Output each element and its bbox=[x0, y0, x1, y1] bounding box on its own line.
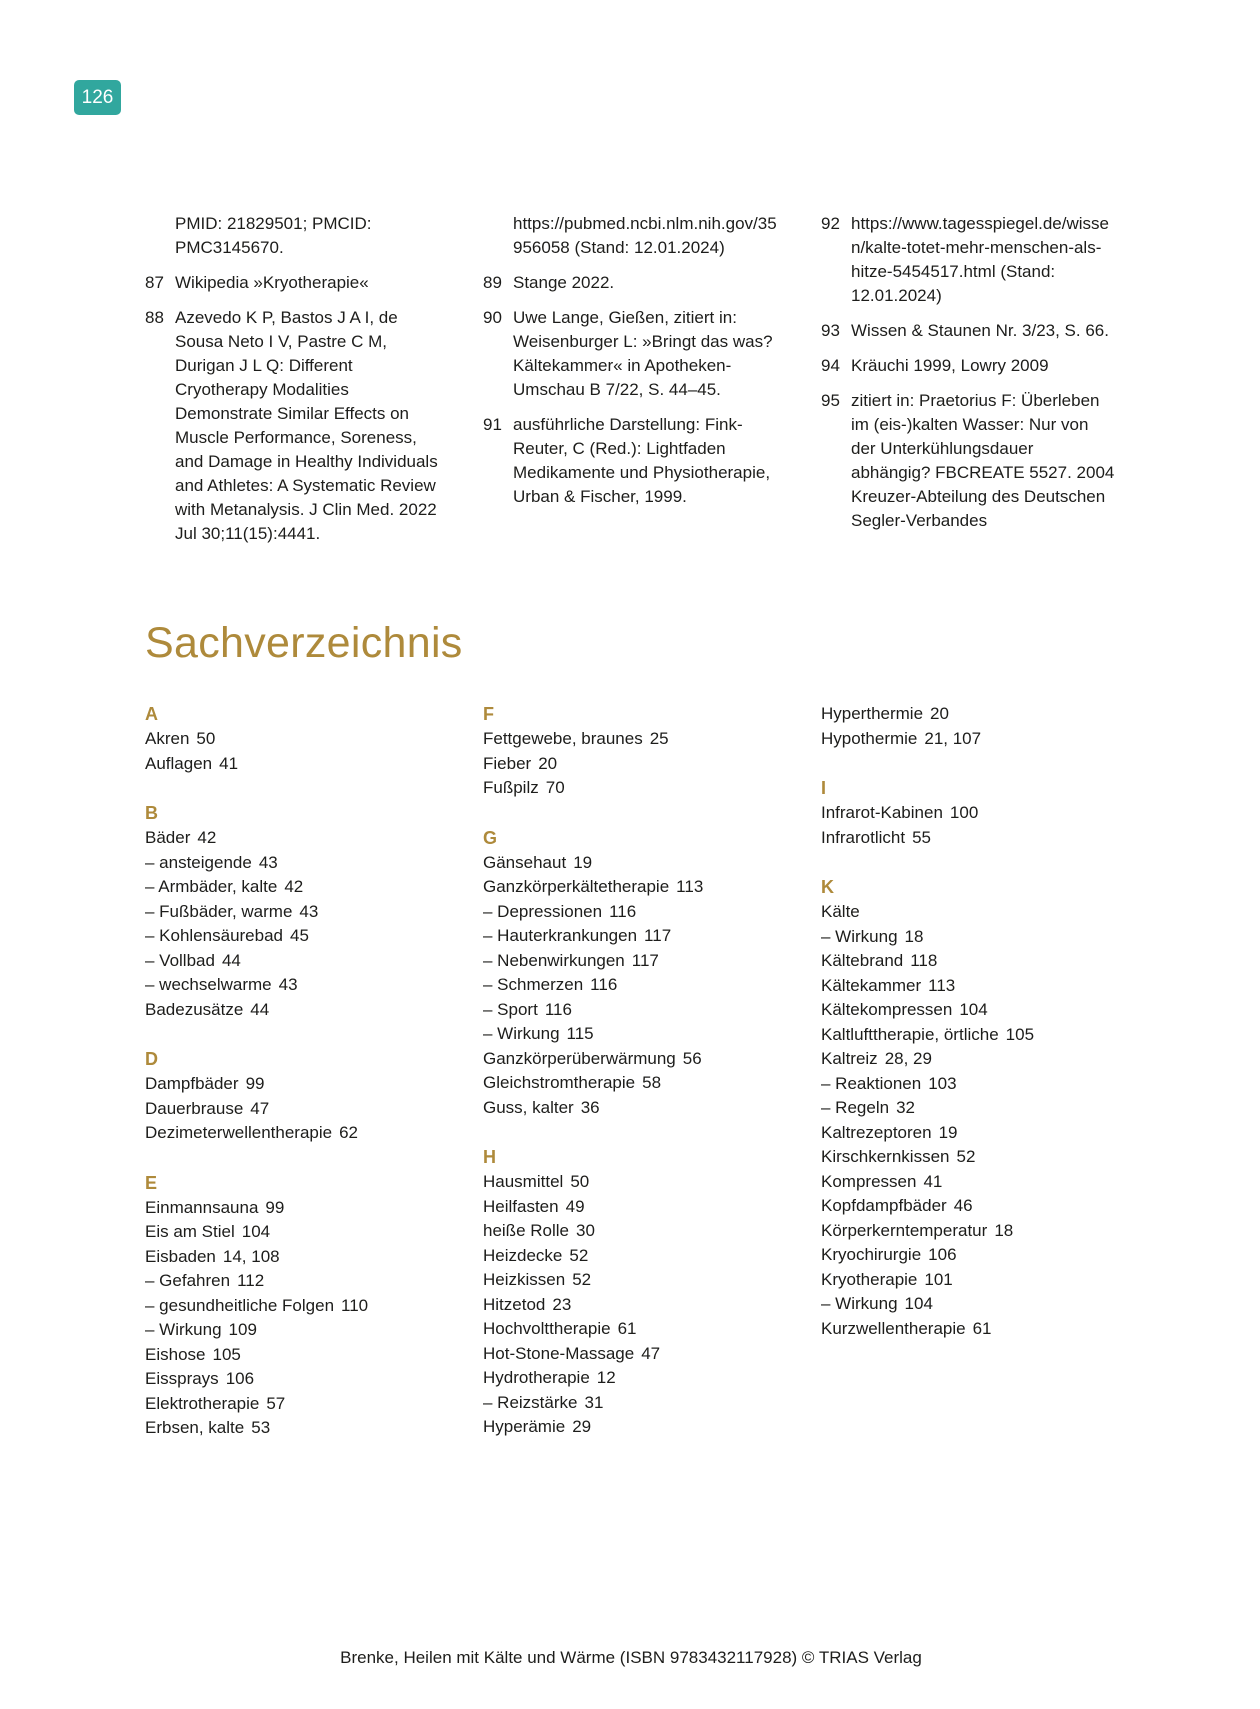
index-term: – Regeln bbox=[821, 1098, 890, 1117]
index-term: Akren bbox=[145, 729, 190, 748]
index-page-numbers: 52 bbox=[956, 1147, 976, 1166]
index-page-numbers: 31 bbox=[584, 1392, 604, 1412]
index-page-numbers: 18 bbox=[994, 1220, 1014, 1240]
reference-text: Azevedo K P, Bastos J A I, de Sousa Neto I V, Pastre C M, Durigan J L Q: Different Cryotherapy Modalities Demonstrate Similar Effects on Muscle Performance, Soreness, and Damage in Healthy Individuals and Athletes: A Systematic Review with Metanalysis. J Clin Med. 2022 Jul 30;11(15):4441. bbox=[175, 308, 438, 543]
index-letter-group bbox=[145, 702, 441, 776]
index-entry bbox=[145, 1196, 441, 1221]
index-page-numbers: 117 bbox=[644, 926, 672, 945]
index-entry bbox=[821, 1096, 1117, 1121]
index-term: Körperkerntemperatur bbox=[821, 1220, 988, 1240]
index-page-numbers: 20 bbox=[930, 704, 949, 723]
index-page-numbers: 104 bbox=[241, 1222, 271, 1241]
reference-entry bbox=[145, 306, 441, 546]
reference-column bbox=[483, 212, 779, 557]
index-entry bbox=[483, 924, 779, 949]
reference-entry bbox=[483, 306, 779, 402]
index-entry bbox=[821, 1219, 1117, 1244]
index-term: Hausmittel bbox=[483, 1172, 564, 1191]
index-entry bbox=[821, 1023, 1117, 1048]
index-term: Heilfasten bbox=[483, 1196, 559, 1216]
index-page-numbers: 118 bbox=[910, 951, 938, 970]
reference-text: Wikipedia »Kryotherapie« bbox=[175, 273, 369, 292]
index-entry bbox=[483, 1022, 779, 1047]
index-page-numbers: 99 bbox=[265, 1197, 285, 1217]
index-entry bbox=[821, 702, 1117, 727]
index-entry bbox=[145, 1072, 441, 1097]
index-term: – Fußbäder, warme bbox=[145, 901, 293, 921]
index-entry bbox=[483, 973, 779, 998]
index-entry bbox=[483, 1244, 779, 1269]
index-page-numbers: 44 bbox=[221, 950, 241, 970]
reference-number bbox=[145, 212, 175, 260]
index-page-numbers: 106 bbox=[225, 1369, 255, 1388]
index-term: Dampfbäder bbox=[145, 1074, 239, 1093]
index-entry bbox=[821, 1072, 1117, 1097]
index-term: – Gefahren bbox=[145, 1271, 231, 1290]
index-term: – Hauterkrankungen bbox=[483, 926, 638, 945]
reference-text: Kräuchi 1999, Lowry 2009 bbox=[851, 356, 1049, 375]
reference-number: 89 bbox=[483, 273, 502, 292]
index-term: Hot-Stone-Massage bbox=[483, 1343, 635, 1363]
index-entry bbox=[145, 1367, 441, 1392]
index-entry bbox=[821, 1145, 1117, 1170]
index-page-numbers: 57 bbox=[266, 1393, 286, 1413]
reference-text: Stange 2022. bbox=[513, 273, 615, 292]
index-page-numbers: 58 bbox=[642, 1073, 662, 1092]
index-entry bbox=[483, 1342, 779, 1367]
reference-column bbox=[145, 212, 441, 557]
index-term: Hydrotherapie bbox=[483, 1368, 590, 1387]
index-entry bbox=[483, 851, 779, 876]
reference-number: 92 bbox=[821, 214, 840, 233]
reference-column bbox=[821, 212, 1117, 557]
index-term: – wechselwarme bbox=[145, 975, 272, 994]
index-entry bbox=[821, 1047, 1117, 1072]
reference-text: ausführliche Darstellung: Fink-Reuter, C (Red.): Lightfaden Medikamente und Physiotherapie, Urban & Fischer, 1999. bbox=[513, 415, 771, 506]
index-entry bbox=[145, 1318, 441, 1343]
page-footer: Brenke, Heilen mit Kälte und Wärme (ISBN 9783432117928) © TRIAS Verlag bbox=[340, 1648, 922, 1667]
index-term: Hochvolttherapie bbox=[483, 1319, 611, 1338]
index-term: Dauerbrause bbox=[145, 1098, 244, 1118]
index-term: – Depressionen bbox=[483, 901, 603, 921]
index-entry bbox=[483, 1391, 779, 1416]
index-page-numbers: 25 bbox=[649, 729, 669, 748]
index-term: Kaltlufttherapie, örtliche bbox=[821, 1024, 999, 1044]
index-term: Eisbaden bbox=[145, 1246, 216, 1266]
index-term: Eis am Stiel bbox=[145, 1222, 235, 1241]
index-entry bbox=[145, 973, 441, 998]
reference-entry bbox=[821, 212, 1117, 308]
reference-number: 94 bbox=[821, 356, 840, 375]
index-term: – Wirkung bbox=[821, 1294, 898, 1313]
index-entry bbox=[145, 875, 441, 900]
index-page-numbers: 116 bbox=[609, 901, 637, 921]
index-section bbox=[145, 702, 1117, 1441]
index-entry bbox=[821, 949, 1117, 974]
index-page-numbers: 55 bbox=[912, 827, 932, 847]
index-term: Fieber bbox=[483, 753, 532, 773]
index-term: Kryotherapie bbox=[821, 1269, 918, 1289]
index-term: – Schmerzen bbox=[483, 975, 584, 994]
index-letter-group bbox=[821, 776, 1117, 850]
page-number: 126 bbox=[81, 86, 114, 108]
reference-entry bbox=[821, 319, 1117, 343]
index-term: Eishose bbox=[145, 1344, 206, 1364]
page-content bbox=[145, 212, 1117, 1441]
index-page-numbers: 12 bbox=[596, 1368, 616, 1387]
reference-text: PMID: 21829501; PMCID: PMC3145670. bbox=[175, 214, 372, 257]
index-page-numbers: 61 bbox=[617, 1319, 637, 1338]
index-entry bbox=[145, 1121, 441, 1146]
index-term: Auflagen bbox=[145, 753, 213, 773]
index-page-numbers: 115 bbox=[566, 1024, 594, 1043]
index-term: Kaltreiz bbox=[821, 1049, 878, 1068]
index-page-numbers: 46 bbox=[953, 1196, 973, 1215]
index-term: – ansteigende bbox=[145, 852, 252, 872]
index-term: Heizkissen bbox=[483, 1270, 566, 1289]
index-letter-heading: K bbox=[821, 877, 834, 897]
index-term: Kaltrezeptoren bbox=[821, 1122, 932, 1142]
index-term: heiße Rolle bbox=[483, 1221, 569, 1240]
reference-entry bbox=[821, 354, 1117, 378]
index-term: Kälte bbox=[821, 902, 860, 921]
index-entry bbox=[145, 1343, 441, 1368]
index-page-numbers: 61 bbox=[972, 1318, 992, 1338]
index-page-numbers: 19 bbox=[938, 1122, 958, 1142]
references-section bbox=[145, 212, 1117, 557]
index-entry bbox=[483, 1047, 779, 1072]
index-page-numbers: 106 bbox=[928, 1245, 957, 1264]
index-term: – Nebenwirkungen bbox=[483, 950, 625, 970]
index-page-numbers: 19 bbox=[573, 852, 593, 872]
index-entry bbox=[821, 974, 1117, 999]
index-term: Badezusätze bbox=[145, 999, 244, 1019]
index-term: Elektrotherapie bbox=[145, 1393, 260, 1413]
index-term: – Wirkung bbox=[483, 1024, 560, 1043]
index-entry bbox=[145, 1416, 441, 1441]
index-entry bbox=[483, 1415, 779, 1440]
reference-number: 93 bbox=[821, 321, 840, 340]
reference-text: Uwe Lange, Gießen, zitiert in: Weisenburger L: »Bringt das was? Kältekammer« in Apotheken-Umschau B 7/22, S. 44–45. bbox=[513, 308, 773, 399]
index-letter-heading: D bbox=[145, 1049, 158, 1069]
index-entry bbox=[145, 1220, 441, 1245]
index-term: Infrarotlicht bbox=[821, 827, 906, 847]
index-entry bbox=[483, 998, 779, 1023]
reference-text: zitiert in: Praetorius F: Überleben im (eis-)kalten Wasser: Nur von der Unterkühlungsdauer abhängig? FBCREATE 5527. 2004 Kreuzer-Abteilung des Deutschen Segler-Verbandes bbox=[851, 391, 1115, 530]
index-entry bbox=[821, 900, 1117, 925]
index-entry bbox=[145, 900, 441, 925]
index-page-numbers: 113 bbox=[928, 975, 956, 995]
index-entry bbox=[821, 826, 1117, 851]
reference-text: Wissen & Staunen Nr. 3/23, S. 66. bbox=[851, 321, 1109, 340]
reference-number: 90 bbox=[483, 308, 502, 327]
index-page-numbers: 45 bbox=[290, 926, 309, 945]
index-entry bbox=[483, 1071, 779, 1096]
index-page-numbers: 30 bbox=[576, 1221, 595, 1240]
index-entry bbox=[145, 998, 441, 1023]
index-entry bbox=[821, 1292, 1117, 1317]
index-page-numbers: 14, 108 bbox=[222, 1246, 280, 1266]
index-page-numbers: 50 bbox=[570, 1172, 590, 1191]
index-page-numbers: 70 bbox=[545, 778, 565, 797]
index-page-numbers: 56 bbox=[682, 1048, 702, 1068]
index-entry bbox=[483, 1293, 779, 1318]
index-entry bbox=[821, 925, 1117, 950]
reference-entry bbox=[483, 413, 779, 509]
index-entry bbox=[483, 949, 779, 974]
index-term: Einmannsauna bbox=[145, 1197, 259, 1217]
index-page-numbers: 47 bbox=[641, 1343, 661, 1363]
index-entry bbox=[483, 1366, 779, 1391]
index-page-numbers: 23 bbox=[552, 1294, 572, 1314]
index-page-numbers: 53 bbox=[251, 1418, 271, 1437]
index-page-numbers: 43 bbox=[258, 852, 278, 872]
index-term: – gesundheitliche Folgen bbox=[145, 1295, 335, 1315]
index-term: Kurzwellentherapie bbox=[821, 1318, 966, 1338]
index-letter-group bbox=[821, 702, 1117, 751]
index-letter-heading: G bbox=[483, 827, 498, 848]
index-term: Bäder bbox=[145, 828, 191, 847]
index-entry bbox=[483, 1219, 779, 1244]
index-page-numbers: 41 bbox=[219, 753, 239, 773]
index-letter-heading: A bbox=[145, 704, 158, 724]
index-term: – Vollbad bbox=[145, 950, 215, 970]
reference-entry bbox=[821, 389, 1117, 533]
index-entry bbox=[821, 1170, 1117, 1195]
index-page-numbers: 113 bbox=[676, 877, 704, 896]
index-title: Sachverzeichnis bbox=[145, 619, 463, 667]
index-entry bbox=[145, 851, 441, 876]
index-term: – Wirkung bbox=[821, 926, 898, 946]
index-page-numbers: 50 bbox=[196, 729, 216, 748]
index-entry bbox=[483, 727, 779, 752]
index-page-numbers: 43 bbox=[299, 901, 319, 921]
index-term: – Wirkung bbox=[145, 1320, 222, 1339]
index-entry bbox=[821, 801, 1117, 826]
index-entry bbox=[821, 1317, 1117, 1342]
index-entry bbox=[821, 1268, 1117, 1293]
reference-number: 87 bbox=[145, 273, 164, 292]
index-term: Hypothermie bbox=[821, 728, 918, 748]
index-term: Guss, kalter bbox=[483, 1097, 574, 1117]
index-entry bbox=[483, 1096, 779, 1121]
index-entry bbox=[145, 1269, 441, 1294]
index-term: Fettgewebe, braunes bbox=[483, 729, 643, 748]
page-number-badge bbox=[74, 80, 121, 115]
reference-entry bbox=[483, 271, 779, 295]
index-entry bbox=[483, 1170, 779, 1195]
reference-entry bbox=[145, 271, 441, 295]
index-page-numbers: 116 bbox=[590, 975, 618, 994]
index-term: Eissprays bbox=[145, 1369, 219, 1388]
index-term: Gleichstromtherapie bbox=[483, 1073, 636, 1092]
index-page-numbers: 20 bbox=[538, 753, 558, 773]
reference-text: https://www.tagesspiegel.de/wissen/kalte-totet-mehr-menschen-als-hitze-5454517.html (Stand: 12.01.2024) bbox=[851, 214, 1109, 305]
index-page-numbers: 18 bbox=[904, 926, 924, 946]
index-page-numbers: 44 bbox=[250, 999, 270, 1019]
index-entry bbox=[483, 1317, 779, 1342]
index-term: Kältekammer bbox=[821, 975, 922, 995]
index-entry bbox=[483, 752, 779, 777]
index-letter-heading: F bbox=[483, 704, 494, 724]
reference-text: https://pubmed.ncbi.nlm.nih.gov/35956058 (Stand: 12.01.2024) bbox=[513, 214, 777, 257]
index-page-numbers: 105 bbox=[212, 1344, 241, 1364]
index-letter-heading: H bbox=[483, 1147, 496, 1167]
index-letter-group bbox=[483, 702, 779, 801]
index-term: Heizdecke bbox=[483, 1245, 563, 1265]
index-entry bbox=[821, 1121, 1117, 1146]
index-page-numbers: 116 bbox=[544, 999, 572, 1019]
index-page-numbers: 104 bbox=[904, 1294, 933, 1313]
index-entry bbox=[145, 752, 441, 777]
index-page-numbers: 42 bbox=[284, 877, 304, 896]
index-term: Kirschkernkissen bbox=[821, 1147, 950, 1166]
index-term: – Armbäder, kalte bbox=[145, 877, 278, 896]
index-entry bbox=[483, 1195, 779, 1220]
index-page-numbers: 99 bbox=[245, 1074, 265, 1093]
index-entry bbox=[821, 1243, 1117, 1268]
index-entry bbox=[145, 1245, 441, 1270]
index-entry bbox=[145, 1294, 441, 1319]
index-term: Kältekompressen bbox=[821, 1000, 953, 1019]
index-page-numbers: 42 bbox=[197, 828, 217, 847]
index-term: Kompressen bbox=[821, 1171, 917, 1191]
index-column bbox=[821, 702, 1117, 1341]
index-entry bbox=[483, 776, 779, 801]
index-letter-heading: I bbox=[821, 778, 827, 798]
index-term: – Kohlensäurebad bbox=[145, 926, 284, 945]
reference-entry bbox=[145, 212, 441, 260]
index-page-numbers: 104 bbox=[959, 1000, 988, 1019]
index-entry bbox=[145, 826, 441, 851]
index-term: Hyperämie bbox=[483, 1417, 566, 1436]
index-page-numbers: 47 bbox=[250, 1098, 270, 1118]
index-letter-group bbox=[145, 1171, 441, 1441]
index-term: Gänsehaut bbox=[483, 852, 567, 872]
reference-number: 91 bbox=[483, 415, 502, 434]
index-letter-group bbox=[483, 1145, 779, 1440]
index-page-numbers: 29 bbox=[572, 1417, 592, 1436]
index-page-numbers: 62 bbox=[339, 1123, 359, 1142]
index-page-numbers: 52 bbox=[569, 1245, 589, 1265]
index-column bbox=[483, 702, 779, 1440]
index-page-numbers: 100 bbox=[949, 803, 979, 822]
index-page-numbers: 49 bbox=[565, 1196, 585, 1216]
index-entry bbox=[145, 1392, 441, 1417]
index-letter-group bbox=[145, 801, 441, 1022]
index-entry bbox=[483, 875, 779, 900]
index-term: Ganzkörperüberwärmung bbox=[483, 1048, 676, 1068]
index-entry bbox=[483, 1268, 779, 1293]
index-term: Hitzetod bbox=[483, 1294, 546, 1314]
index-term: Infrarot-Kabinen bbox=[821, 803, 943, 822]
index-entry bbox=[145, 727, 441, 752]
index-page-numbers: 109 bbox=[228, 1320, 257, 1339]
index-letter-group bbox=[145, 1047, 441, 1146]
index-term: – Reizstärke bbox=[483, 1392, 578, 1412]
index-term: Kopfdampfbäder bbox=[821, 1196, 947, 1215]
index-entry bbox=[821, 998, 1117, 1023]
index-page-numbers: 43 bbox=[278, 975, 298, 994]
index-page-numbers: 101 bbox=[924, 1269, 953, 1289]
reference-number bbox=[483, 212, 513, 260]
index-letter-heading: B bbox=[145, 803, 158, 823]
index-entry bbox=[821, 727, 1117, 752]
reference-entry bbox=[483, 212, 779, 260]
index-column bbox=[145, 702, 441, 1441]
index-page-numbers: 28, 29 bbox=[884, 1049, 932, 1068]
index-term: Kältebrand bbox=[821, 951, 904, 970]
reference-number: 95 bbox=[821, 391, 840, 410]
index-entry bbox=[145, 949, 441, 974]
index-entry bbox=[145, 924, 441, 949]
index-term: Erbsen, kalte bbox=[145, 1418, 245, 1437]
index-term: Hyperthermie bbox=[821, 704, 924, 723]
index-letter-heading: E bbox=[145, 1172, 158, 1193]
index-term: Ganzkörperkältetherapie bbox=[483, 877, 670, 896]
index-page-numbers: 105 bbox=[1005, 1024, 1035, 1044]
index-page-numbers: 52 bbox=[572, 1270, 592, 1289]
index-page-numbers: 112 bbox=[237, 1271, 265, 1290]
index-page-numbers: 103 bbox=[928, 1073, 957, 1093]
index-page-numbers: 41 bbox=[923, 1171, 943, 1191]
index-page-numbers: 32 bbox=[896, 1098, 915, 1117]
index-page-numbers: 36 bbox=[580, 1097, 600, 1117]
index-term: Kryochirurgie bbox=[821, 1245, 922, 1264]
index-term: Dezimeterwellentherapie bbox=[145, 1123, 333, 1142]
index-page-numbers: 21, 107 bbox=[924, 728, 982, 748]
index-letter-group bbox=[483, 826, 779, 1121]
index-entry bbox=[483, 900, 779, 925]
index-letter-group bbox=[821, 875, 1117, 1341]
index-entry bbox=[145, 1097, 441, 1122]
reference-number: 88 bbox=[145, 308, 164, 327]
index-term: Fußpilz bbox=[483, 778, 539, 797]
index-term: – Sport bbox=[483, 999, 538, 1019]
index-page-numbers: 117 bbox=[631, 950, 659, 970]
index-term: – Reaktionen bbox=[821, 1073, 922, 1093]
index-page-numbers: 110 bbox=[341, 1295, 369, 1315]
index-entry bbox=[821, 1194, 1117, 1219]
